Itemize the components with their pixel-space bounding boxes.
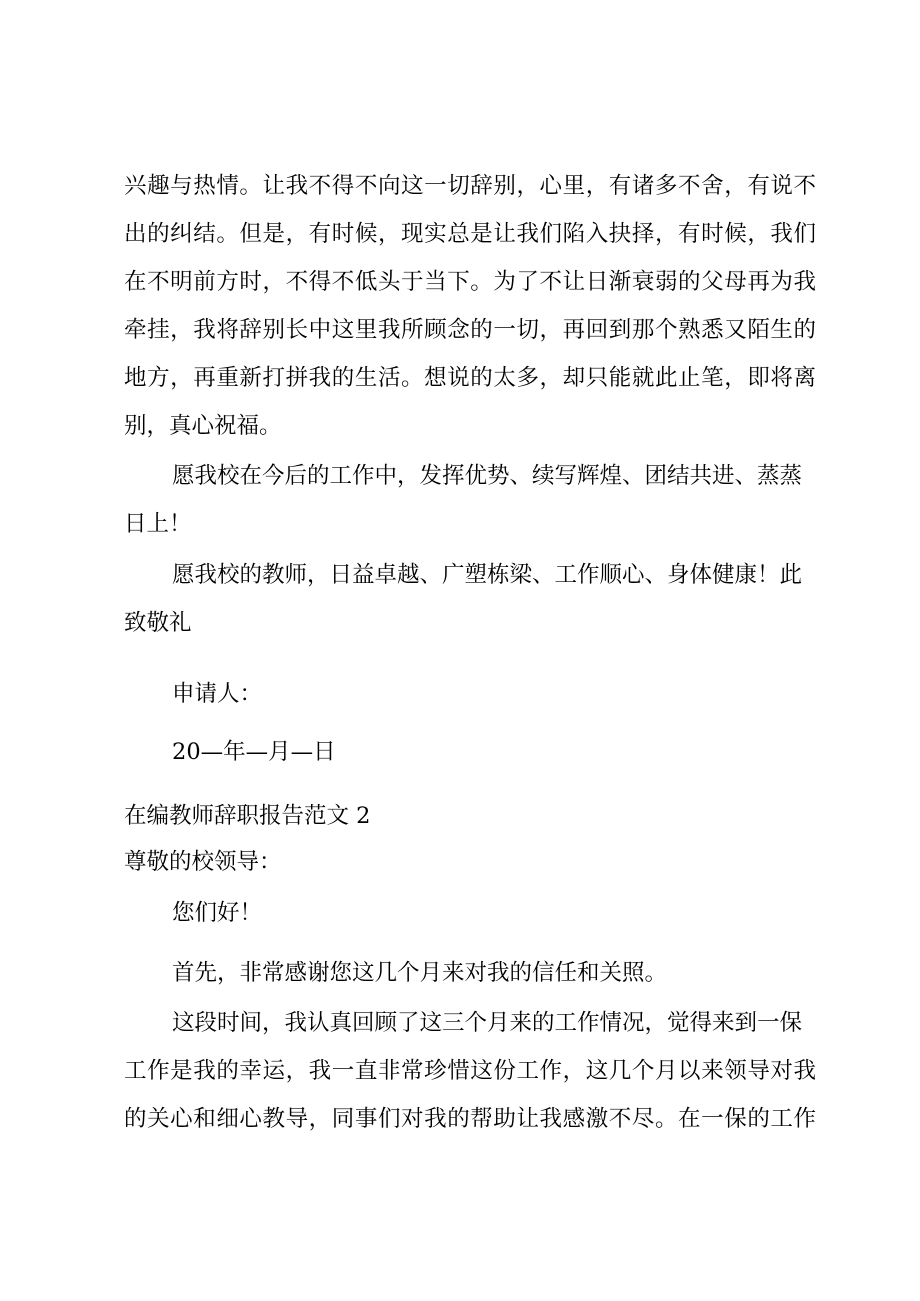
paragraph-line: 地方，再重新打拼我的生活。想说的太多，却只能就此止笔，即将离 — [124, 365, 816, 391]
paragraph-line: 别，真心祝福。 — [124, 413, 282, 439]
paragraph-line: 首先，非常感谢您这几个月来对我的信任和关照。 — [172, 960, 668, 986]
paragraph-line: 在不明前方时，不得不低头于当下。为了不让日渐衰弱的父母再为我 — [124, 269, 816, 295]
paragraph-line: 的关心和细心教导，同事们对我的帮助让我感激不尽。在一保的工作 — [124, 1106, 816, 1132]
paragraph-line: 牵挂，我将辞别长中这里我所顾念的一切，再回到那个熟悉又陌生的 — [124, 317, 816, 343]
section-title: 在编教师辞职报告范文 2 — [124, 803, 371, 829]
paragraph-line: 日上！ — [124, 511, 192, 537]
greeting: 您们好！ — [172, 900, 263, 926]
salutation: 尊敬的校领导： — [124, 849, 282, 875]
paragraph-line: 愿我校的教师，日益卓越、广塑栋梁、工作顺心、身体健康！此 — [172, 562, 803, 588]
paragraph-line: 出的纠结。但是，有时候，现实总是让我们陷入抉择，有时候，我们 — [124, 221, 816, 247]
date-line: 20—年—月—日 — [172, 739, 336, 765]
paragraph-line: 这段时间，我认真回顾了这三个月来的工作情况，觉得来到一保 — [172, 1010, 803, 1036]
paragraph-line: 愿我校在今后的工作中，发挥优势、续写辉煌、团结共进、蒸蒸 — [172, 463, 803, 489]
paragraph-line: 兴趣与热情。让我不得不向这一切辞别，心里，有诸多不舍，有说不 — [124, 173, 816, 199]
paragraph-line: 致敬礼 — [124, 610, 192, 636]
paragraph-line: 工作是我的幸运，我一直非常珍惜这份工作，这几个月以来领导对我 — [124, 1058, 816, 1084]
applicant-label: 申请人： — [172, 681, 263, 707]
